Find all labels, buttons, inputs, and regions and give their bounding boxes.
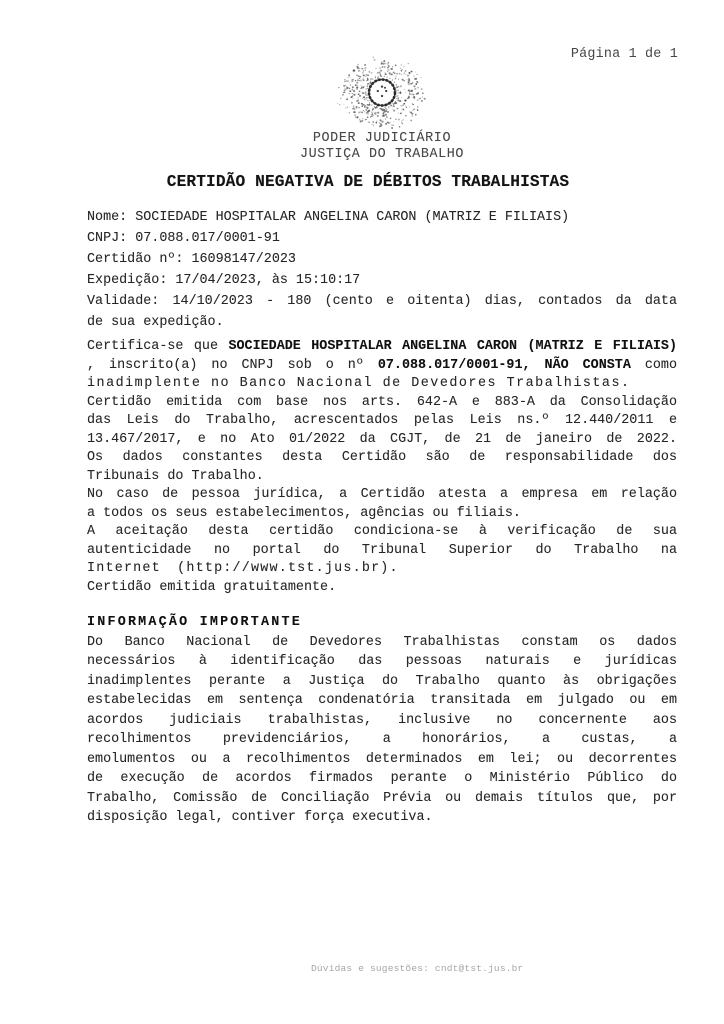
text-line: emolumentos ou a recolhimentos determinados em lei; ou decorrentes — [87, 751, 677, 767]
coat-of-arms-emblem — [337, 56, 427, 136]
text-line: Expedição: 17/04/2023, às 15:10:17 — [87, 273, 361, 288]
footer-contact: Dúvidas e sugestões: cndt@tst.jus.br — [311, 963, 524, 974]
text-line: Trabalho, Comissão de Conciliação Prévia ou demais títulos que, por — [87, 790, 677, 806]
text-line: necessários à identificação das pessoas naturais e jurídicas — [87, 654, 677, 669]
text-line: A aceitação desta certidão condiciona-se à verificação de sua — [87, 524, 677, 539]
text-line: Os dados constantes desta Certidão são de responsabilidade dos — [87, 450, 677, 465]
text-line: Do Banco Nacional de Devedores Trabalhistas constam os dados — [87, 634, 677, 650]
page-indicator: Página 1 de 1 — [570, 47, 678, 62]
important-info-block — [87, 613, 677, 828]
text-line: CNPJ: 07.088.017/0001-91 — [87, 231, 280, 246]
text-line: Certidão emitida gratuitamente. — [87, 579, 337, 595]
text-line: recolhimentos previdenciários, a honorários, a custas, a — [87, 732, 677, 747]
text-line: de execução de acordos firmados perante o Ministério Público do — [87, 771, 677, 786]
text-line: INFORMAÇÃO IMPORTANTE — [87, 615, 302, 630]
org-line-poder-judiciario: PODER JUDICIÁRIO — [312, 131, 452, 146]
text-line: Nome: SOCIEDADE HOSPITALAR ANGELINA CARON (MATRIZ E FILIAIS) — [87, 210, 570, 225]
text-line: No caso de pessoa jurídica, a Certidão atesta a empresa em relação — [87, 487, 677, 502]
text-line: acordos judiciais trabalhistas, inclusive no concernente aos — [87, 712, 677, 728]
document-title: CERTIDÃO NEGATIVA DE DÉBITOS TRABALHISTAS — [166, 173, 570, 191]
text-line: Certidão emitida com base nos arts. 642-A e 883-A da Consolidação — [87, 394, 677, 410]
brazil-coat-of-arms-icon — [337, 56, 427, 136]
text-line: a todos os seus estabelecimentos, agências ou filiais. — [87, 505, 521, 521]
text-line: Certifica-se que SOCIEDADE HOSPITALAR ANGELINA CARON (MATRIZ E FILIAIS) — [87, 339, 678, 354]
certificate-body — [87, 207, 677, 828]
text-line: das Leis do Trabalho, acrescentados pelas Leis ns.º 12.440/2011 e — [87, 413, 677, 428]
text-line: Validade: 14/10/2023 - 180 (cento e oitenta) dias, contados da data — [87, 294, 677, 309]
text-line: autenticidade no portal do Tribunal Superior do Trabalho na — [87, 542, 677, 558]
identification-block — [87, 207, 677, 333]
org-header — [87, 131, 677, 162]
text-line: inadimplentes perante a Justiça do Trabalho quanto às obrigações — [87, 673, 677, 689]
certification-text-block — [87, 338, 677, 597]
text-line: disposição legal, contiver força executiva. — [87, 810, 433, 825]
text-line: de sua expedição. — [87, 315, 224, 330]
text-line: inadimplente no Banco Nacional de Devedores Trabalhistas. — [87, 376, 631, 391]
text-line: 13.467/2017, e no Ato 01/2022 da CGJT, de 21 de janeiro de 2022. — [87, 431, 677, 447]
text-line: , inscrito(a) no CNPJ sob o nº 07.088.017/0001-91, NÃO CONSTA como — [87, 357, 678, 373]
emblem-ring — [366, 76, 398, 108]
text-line: estabelecidas em sentença condenatória transitada em julgado ou em — [87, 693, 677, 708]
text-line: Tribunais do Trabalho. — [87, 468, 264, 484]
org-line-justica-trabalho: JUSTIÇA DO TRABALHO — [299, 146, 465, 162]
text-line: Certidão nº: 16098147/2023 — [87, 252, 296, 267]
text-line: Internet (http://www.tst.jus.br). — [87, 561, 399, 576]
